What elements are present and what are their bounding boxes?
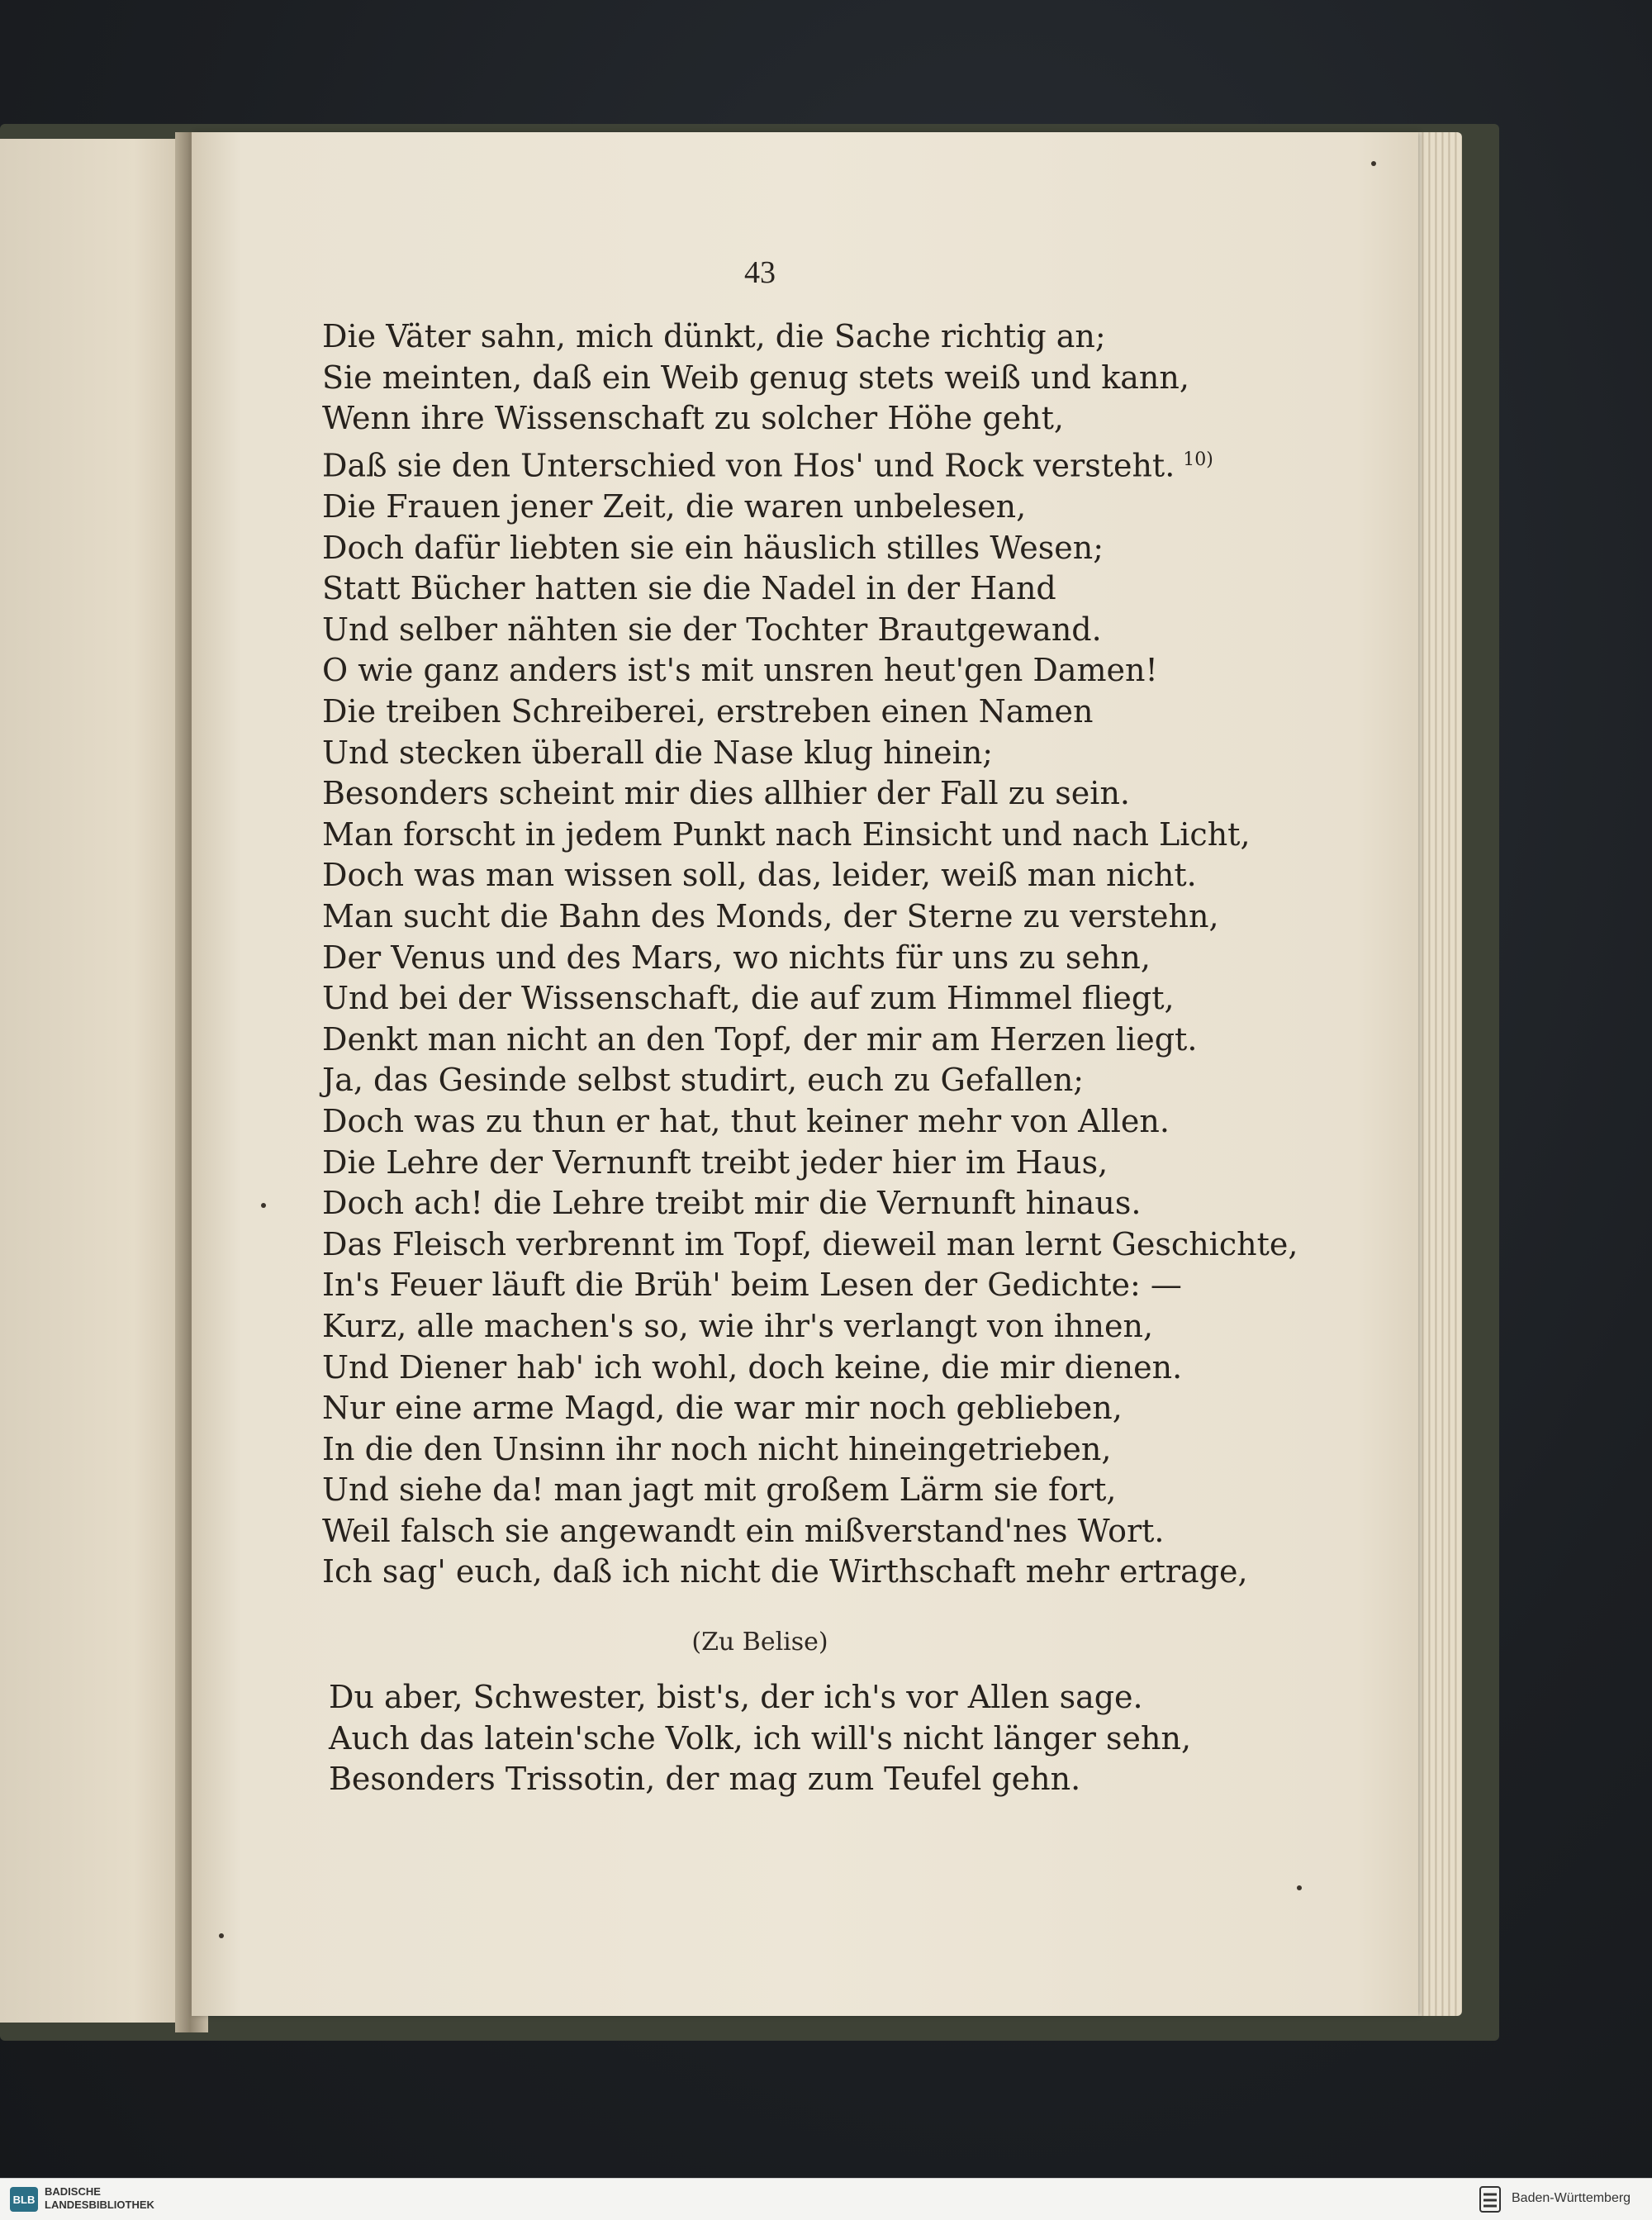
verse-line: Wenn ihre Wissenschaft zu solcher Höhe geht,	[322, 400, 1064, 437]
verse-line: Die Lehre der Vernunft treibt jeder hier im Haus,	[322, 1143, 1108, 1181]
verse-line: Statt Bücher hatten sie die Nadel in der Hand	[322, 570, 1056, 607]
page-number: 43	[744, 255, 776, 290]
verse-line: Ich sag' euch, daß ich nicht die Wirthschaft mehr ertrage,	[322, 1553, 1248, 1590]
state-emblem-icon	[1479, 2185, 1502, 2213]
paper-speck	[219, 1933, 224, 1938]
paper-speck	[261, 1203, 266, 1208]
footnote-marker: 10)	[1183, 449, 1213, 470]
verse-line: Auch das latein'sche Volk, ich will's nicht länger sehn,	[329, 1719, 1192, 1757]
verse-line: Und selber nähten sie der Tochter Brautgewand.	[322, 611, 1102, 648]
verse-line: In die den Unsinn ihr noch nicht hineingetrieben,	[322, 1430, 1112, 1467]
verse-line: Du aber, Schwester, bist's, der ich's vor Allen sage.	[329, 1679, 1143, 1715]
paper-speck	[1297, 1885, 1302, 1890]
verse-block	[322, 316, 1298, 1593]
verse-line: Man forscht in jedem Punkt nach Einsicht und nach Licht,	[322, 815, 1251, 853]
paper-speck	[1371, 161, 1376, 166]
verse-line: Und stecken überall die Nase klug hinein;	[322, 734, 994, 771]
verse-line: Und Diener hab' ich wohl, doch keine, die mir dienen.	[322, 1348, 1183, 1386]
verse-line: Besonders Trissotin, der mag zum Teufel gehn.	[329, 1761, 1081, 1798]
verse-line: Denkt man nicht an den Topf, der mir am Herzen liegt.	[322, 1020, 1198, 1058]
verse-line: Weil falsch sie angewandt ein mißverstand'nes Wort.	[322, 1512, 1165, 1549]
verse-line: Sie meinten, daß ein Weib genug stets weiß und kann,	[322, 359, 1189, 396]
library-name: BADISCHE LANDESBIBLIOTHEK	[45, 2185, 154, 2211]
verse-line: Kurz, alle machen's so, wie ihr's verlangt von ihnen,	[322, 1307, 1154, 1344]
verse-line: Doch was zu thun er hat, thut keiner mehr von Allen.	[322, 1102, 1170, 1139]
verse-line: Besonders scheint mir dies allhier der Fall zu sein.	[322, 775, 1130, 812]
footer-bar	[0, 2178, 1652, 2220]
verse-line: Die Väter sahn, mich dünkt, die Sache richtig an;	[322, 318, 1106, 354]
verse-line: Und bei der Wissenschaft, die auf zum Himmel fliegt,	[322, 980, 1175, 1017]
stage-direction: (Zu Belise)	[691, 1628, 828, 1657]
state-name[interactable]: Baden-Württemberg	[1512, 2191, 1631, 2205]
verse-line: O wie ganz anders ist's mit unsren heut'gen Damen!	[322, 652, 1158, 689]
verse-line: Das Fleisch verbrennt im Topf, dieweil man lernt Geschichte,	[322, 1225, 1298, 1262]
verse-line: Ja, das Gesinde selbst studirt, euch zu Gefallen;	[322, 1062, 1085, 1099]
blb-logo[interactable]: BLB	[10, 2187, 38, 2212]
verse-line: In's Feuer läuft die Brüh' beim Lesen der Gedichte: —	[322, 1267, 1182, 1304]
verse-line: Man sucht die Bahn des Monds, der Sterne zu verstehn,	[322, 897, 1219, 934]
verse-line: Doch ach! die Lehre treibt mir die Vernunft hinaus.	[322, 1185, 1142, 1222]
verse-line: Und siehe da! man jagt mit großem Lärm sie fort,	[322, 1471, 1117, 1509]
verse-line: Nur eine arme Magd, die war mir noch geblieben,	[322, 1390, 1123, 1427]
verse-line: Daß sie den Unterschied von Hos' und Rock versteht. $^{10)}$	[322, 447, 1213, 484]
verse-line: Doch dafür liebten sie ein häuslich stilles Wesen;	[322, 529, 1104, 566]
verse-line: Die treiben Schreiberei, erstreben einen Namen	[322, 693, 1094, 730]
verse-line: Die Frauen jener Zeit, die waren unbelesen,	[322, 488, 1027, 525]
verse-line: Doch was man wissen soll, das, leider, weiß man nicht.	[322, 857, 1197, 894]
verse-line: Der Venus und des Mars, wo nichts für uns zu sehn,	[322, 939, 1151, 976]
verse-block-after	[329, 1677, 1221, 1800]
left-page	[0, 139, 192, 2023]
